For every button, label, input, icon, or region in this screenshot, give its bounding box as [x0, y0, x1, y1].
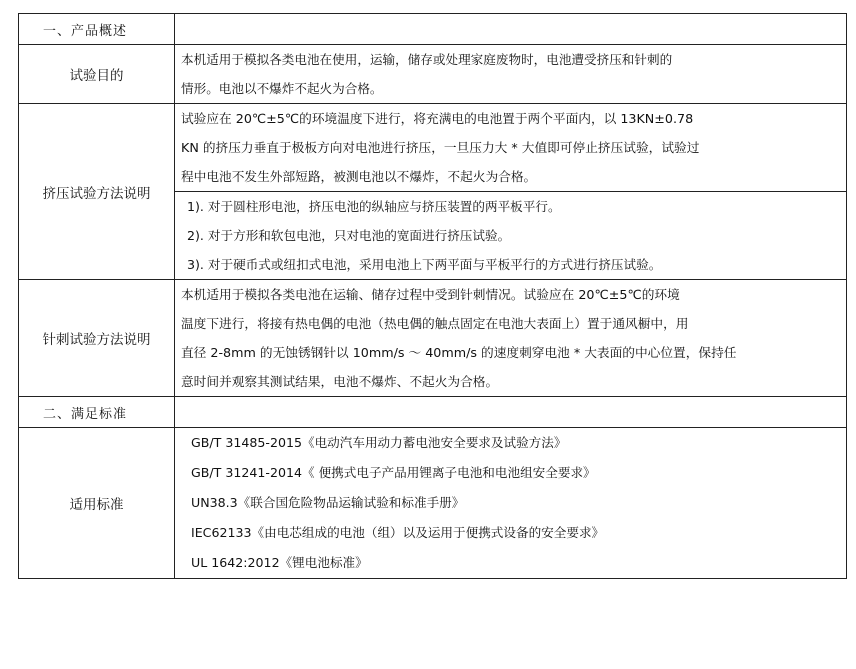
list-item: 2). 对于方形和软包电池，只对电池的宽面进行挤压试验。 — [187, 228, 511, 243]
content-crush-items — [175, 192, 847, 280]
text-line: 程中电池不发生外部短路，被测电池以不爆炸，不起火为合格。 — [181, 169, 537, 184]
text-line: 本机适用于模拟各类电池在运输、储存过程中受到针刺情况。试验应在 20℃±5℃的环境 — [181, 287, 680, 302]
section-row-overview — [19, 14, 847, 45]
list-item: UN38.3《联合国危险物品运输试验和标准手册》 — [191, 495, 465, 510]
list-item: 1). 对于圆柱形电池，挤压电池的纵轴应与挤压装置的两平板平行。 — [187, 199, 561, 214]
label-purpose: 试验目的 — [19, 45, 175, 104]
section-title-overview: 一、产品概述 — [19, 14, 175, 45]
content-nail — [175, 280, 847, 397]
row-crush-main — [19, 104, 847, 192]
content-crush — [175, 104, 847, 192]
section-title-standards: 二、满足标准 — [19, 397, 175, 428]
text-line: 意时间并观察其测试结果，电池不爆炸、不起火为合格。 — [181, 374, 499, 389]
label-crush: 挤压试验方法说明 — [19, 104, 175, 280]
list-item: GB/T 31241-2014《 便携式电子产品用锂离子电池和电池组安全要求》 — [191, 465, 596, 480]
list-item: UL 1642:2012《锂电池标准》 — [191, 555, 368, 570]
content-standards — [175, 428, 847, 579]
spec-table — [18, 13, 847, 579]
text-line: KN 的挤压力垂直于极板方向对电池进行挤压，一旦压力大 * 大值即可停止挤压试验，试验过 — [181, 140, 700, 155]
text-line: 情形。电池以不爆炸不起火为合格。 — [181, 81, 383, 96]
text-line: 直径 2-8mm 的无蚀锈钢针以 10mm/s ～ 40mm/s 的速度刺穿电池 * 大表面的中心位置，保持任 — [181, 345, 737, 360]
label-standards: 适用标准 — [19, 428, 175, 579]
list-item: IEC62133《由电芯组成的电池（组）以及运用于便携式设备的安全要求》 — [191, 525, 605, 540]
row-standards — [19, 428, 847, 579]
empty-cell — [175, 14, 847, 45]
text-line: 本机适用于模拟各类电池在使用，运输，储存或处理家庭废物时，电池遭受挤压和针刺的 — [181, 52, 673, 67]
label-nail: 针刺试验方法说明 — [19, 280, 175, 397]
list-item: 3). 对于硬币式或纽扣式电池，采用电池上下两平面与平板平行的方式进行挤压试验。 — [187, 257, 662, 272]
row-nail — [19, 280, 847, 397]
text-line: 试验应在 20℃±5℃的环境温度下进行，将充满电的电池置于两个平面内，以 13KN±0.78 — [181, 111, 694, 126]
content-purpose — [175, 45, 847, 104]
list-item: GB/T 31485-2015《电动汽车用动力蓄电池安全要求及试验方法》 — [191, 435, 567, 450]
text-line: 温度下进行，将接有热电偶的电池（热电偶的触点固定在电池大表面上）置于通风橱中，用 — [181, 316, 689, 331]
row-purpose — [19, 45, 847, 104]
section-row-standards — [19, 397, 847, 428]
empty-cell — [175, 397, 847, 428]
